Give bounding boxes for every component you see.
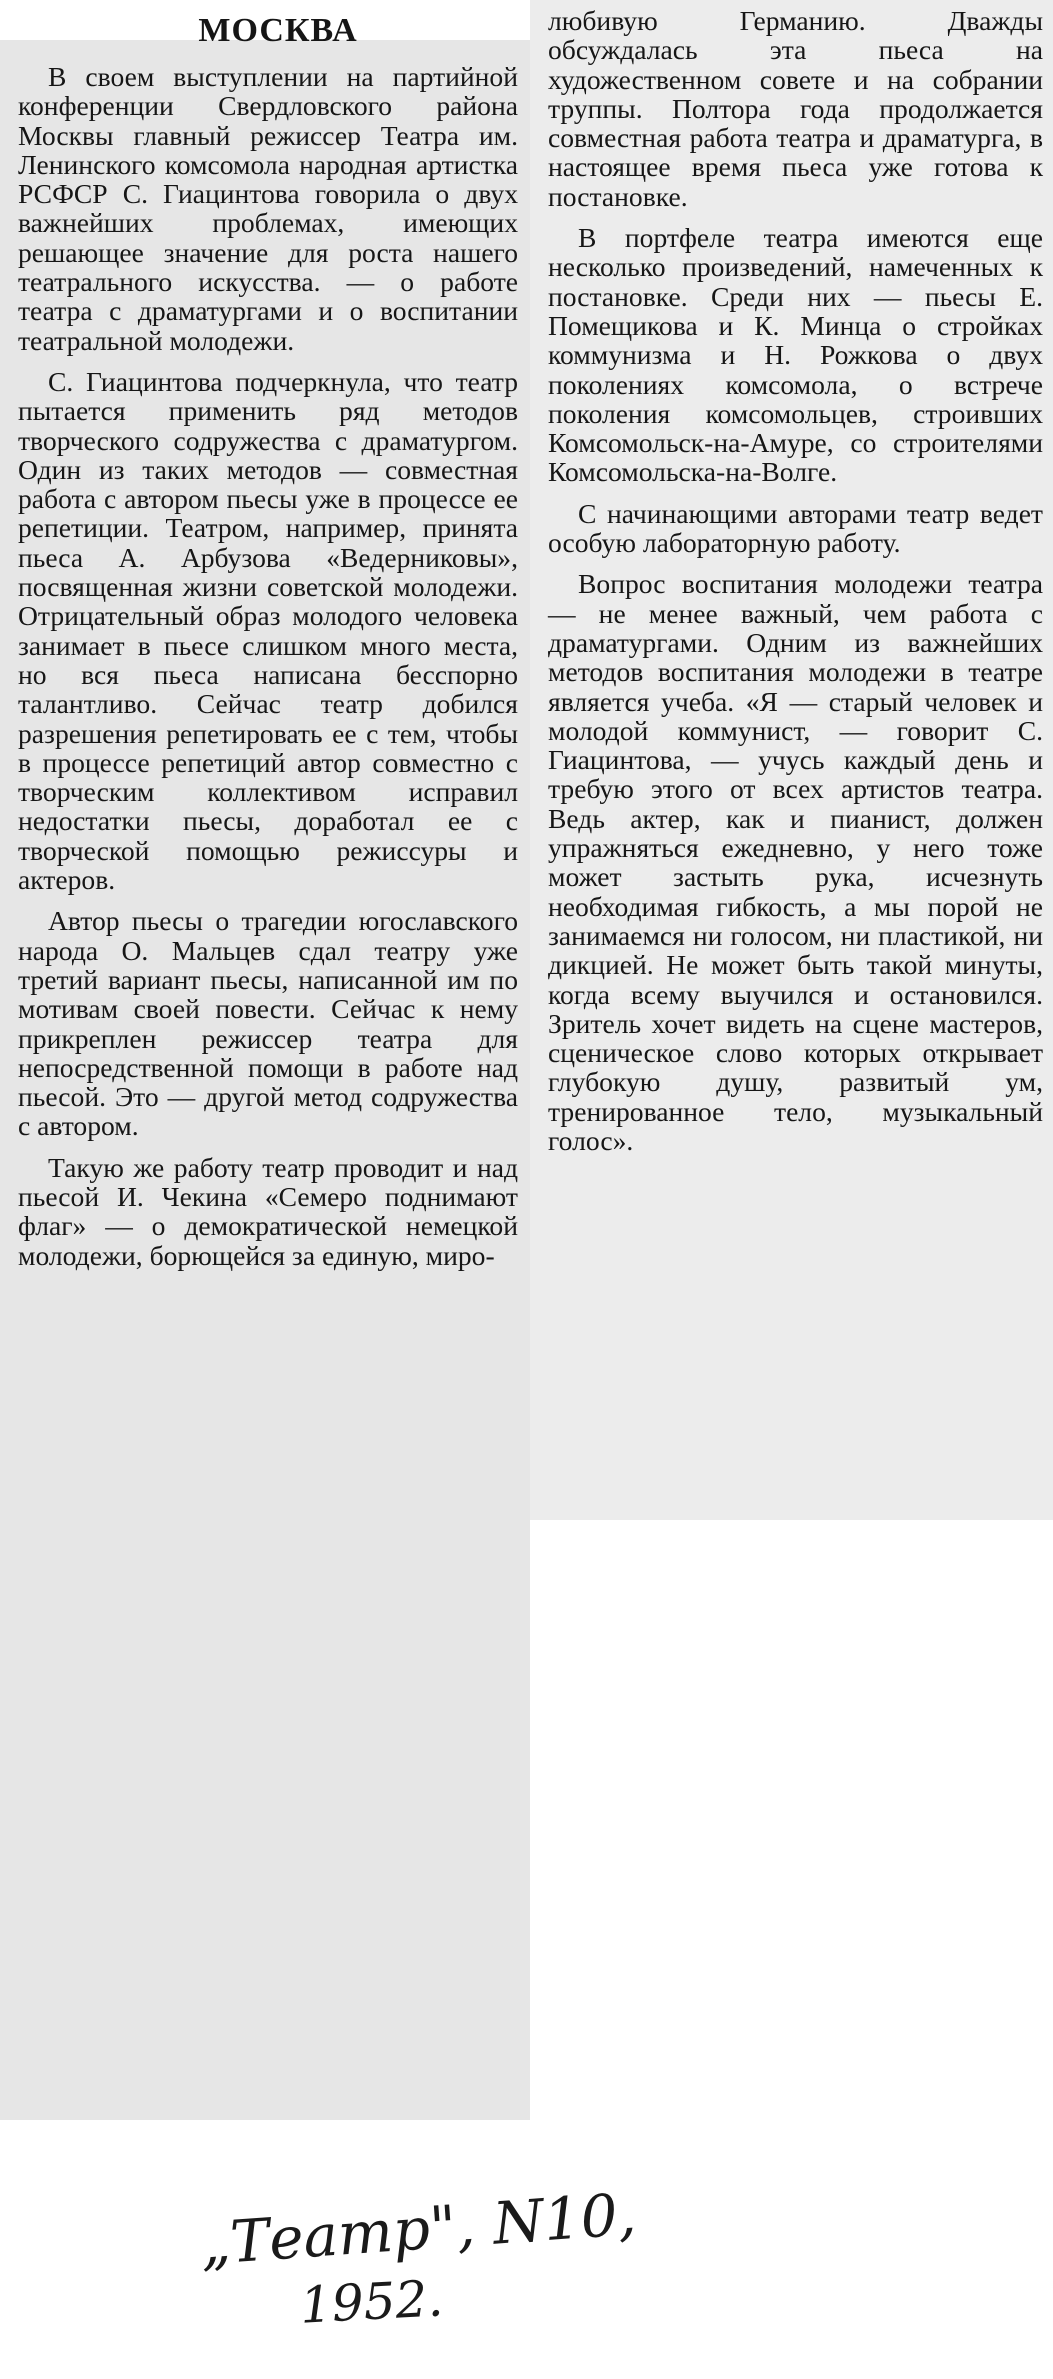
paragraph-left-3: Автор пьесы о трагедии югославского народа О. Мальцев сдал театру уже третий вариант пьесы, написанной им по мотивам своей повести. Сейчас к нему прикреплен режиссер театра для непосредственной помощи в работе над пьесой. Это — другой метод содружества с автором. <box>18 905 518 1142</box>
handwritten-source-title: „Театр", N10, <box>198 2179 639 2279</box>
paragraph-right-4: Вопрос воспитания молодежи театра — не менее важный, чем работа с драматургами. Одним из важнейших методов воспитания молодежи в театре является учеба. «Я — старый человек и молодой коммунист, — говорит С. Гиацинтова, — учусь каждый день и требую этого от всех артистов театра. Ведь актер, как и пианист, должен упражняться ежедневно, у него тоже может застыть рука, исчезнуть необходимая гибкость, а мы порой не занимаемся ни голосом, ни пластикой, ни дикцией. Не может быть такой минуты, когда всему выучился и остановился. Зритель хочет видеть на сцене мастеров, сценическое слово которых открывает глубокую душу, развитый ум, тренированное тело, музыкальный голос». <box>548 568 1043 1156</box>
paragraph-left-2: С. Гиацинтова подчеркнула, что театр пытается применить ряд методов творческого содружества с драматургом. Один из таких методов — совместная работа с автором пьесы уже в процессе ее репетиции. Театром, например, принята пьеса А. Арбузова «Ведерниковы», посвященная жизни советской молодежи. Отрицательный образ молодого человека занимает в пьесе слишком много места, но вся пьеса написана бесспорно талантливо. Сейчас театр добился разрешения репетировать ее с тем, чтобы в процессе репетиций автор совместно с творческим коллективом исправил недостатки пьесы, доработал ее с творческой помощью режиссуры и актеров. <box>18 365 518 896</box>
paragraph-left-4: Такую же работу театр проводит и над пьесой И. Чекина «Семеро поднимают флаг» — о демократической немецкой молодежи, борющейся за единую, миро- <box>18 1151 518 1271</box>
handwritten-source-year: 1952. <box>298 2269 445 2335</box>
paragraph-right-3: С начинающими авторами театр ведет особую лабораторную работу. <box>548 497 1043 559</box>
right-column <box>548 6 1043 1167</box>
handwritten-source-note <box>198 2179 639 2345</box>
article-heading: МОСКВА <box>198 12 358 49</box>
paragraph-right-1: любивую Германию. Дважды обсуждалась эта пьеса на художественном совете и на собрании труппы. Полтора года продолжается совместная работа театра и драматурга, в настоящее время пьеса уже готова к постановке. <box>548 5 1043 212</box>
paragraph-left-1: В своем выступлении на партийной конференции Свердловского района Москвы главный режиссер Театра им. Ленинского комсомола народная артистка РСФСР С. Гиацинтова говорила о двух важнейших проблемах, имеющих решающее значение для роста нашего театрального искусства. — о работе театра с драматургами и о воспитании театральной молодежи. <box>18 61 518 356</box>
left-column <box>18 6 518 1282</box>
paragraph-right-2: В портфеле театра имеются еще несколько произведений, намеченных к постановке. Среди них — пьесы Е. Помещикова и К. Минца о стройках коммунизма и Н. Рожкова о двух поколениях комсомола, о встрече поколения комсомольцев, строивших Комсомольск-на-Амуре, со строителями Комсомольска-на-Волге. <box>548 222 1043 488</box>
